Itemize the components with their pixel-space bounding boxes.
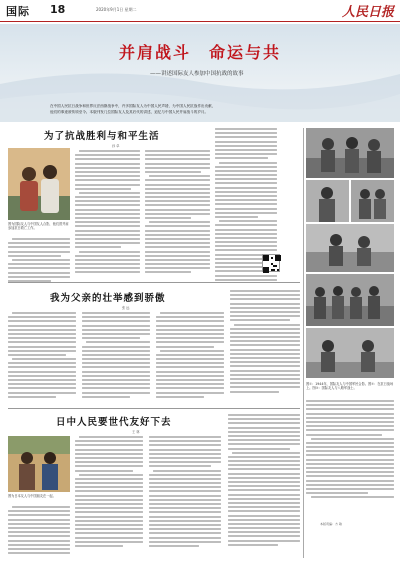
article-3-column-2 bbox=[75, 436, 143, 549]
right-column-divider bbox=[303, 128, 304, 558]
article-1-column-1 bbox=[8, 238, 70, 284]
issue-date: 2020年9月1日 星期二 bbox=[96, 7, 137, 12]
page-header bbox=[0, 0, 400, 22]
article-divider-1 bbox=[8, 282, 300, 283]
couple-photo bbox=[8, 148, 70, 220]
photo-bottom-caption: 图为日本友人与中国朋友在一起。 bbox=[8, 494, 56, 498]
article-divider-2 bbox=[8, 408, 300, 409]
right-photos-caption: 图①：1944年，国际友人与中国军民合影。图②：在抗日战场上。图③：国际友人与八路军战士。 bbox=[306, 382, 394, 390]
feature-subtitle: ——讲述国际友人参加中国抗战的故事 bbox=[150, 71, 244, 77]
article-3-column-3 bbox=[149, 436, 221, 549]
article-2-title: 我为父亲的壮举感到骄傲 bbox=[50, 293, 166, 304]
article-1-column-3 bbox=[145, 150, 210, 276]
friends-photo bbox=[8, 436, 70, 492]
article-2-byline: 张 远 bbox=[122, 306, 130, 310]
article-2-column-4 bbox=[230, 290, 300, 395]
article-2-column-2 bbox=[82, 312, 150, 400]
veterans-photo bbox=[306, 128, 394, 178]
right-column-text bbox=[306, 400, 394, 501]
field-work-photo bbox=[306, 224, 394, 272]
photo1-caption: 图为国际友人与中国友人合影，他们曾并肩参加抗日救亡工作。 bbox=[8, 222, 69, 230]
article-3-column-1 bbox=[8, 506, 70, 556]
section-name: 国际 bbox=[6, 5, 30, 18]
article-3-title: 日中人民要世代友好下去 bbox=[56, 417, 172, 428]
group-portrait-photo bbox=[351, 180, 394, 222]
editor-credit: 本版责编：方 敏 bbox=[320, 522, 342, 526]
feature-title: 并肩战斗 命运与共 bbox=[118, 43, 281, 62]
feature-lead-line-1: 在中国人民抗日战争和世界反法西斯战争中，许多国际友人为中国人民声援、为中国人民抗战作出贡献， bbox=[50, 104, 216, 108]
wartime-group-photo bbox=[306, 274, 394, 326]
article-1-byline: 孙 卓 bbox=[112, 144, 120, 148]
article-2-column-1 bbox=[8, 312, 76, 400]
newspaper-masthead: 人民日报 bbox=[341, 5, 394, 20]
article-1-title: 为了抗战胜利与和平生活 bbox=[44, 131, 160, 142]
article-3-byline: 王 林 bbox=[132, 430, 140, 434]
soldier-photo bbox=[306, 180, 349, 222]
feature-banner bbox=[0, 24, 400, 122]
page-number: 18 bbox=[50, 3, 66, 16]
article-1-column-2 bbox=[75, 150, 140, 276]
article-2-column-3 bbox=[156, 312, 224, 400]
meeting-photo bbox=[306, 328, 394, 378]
article-3-column-4 bbox=[228, 414, 300, 548]
feature-lead-line-2: 他们的事迹被传颂至今。本版刊发几位国际友人及其后代的讲述，追忆与中国人民并肩战斗的岁月。 bbox=[50, 110, 209, 114]
qr-code-icon bbox=[262, 254, 280, 272]
